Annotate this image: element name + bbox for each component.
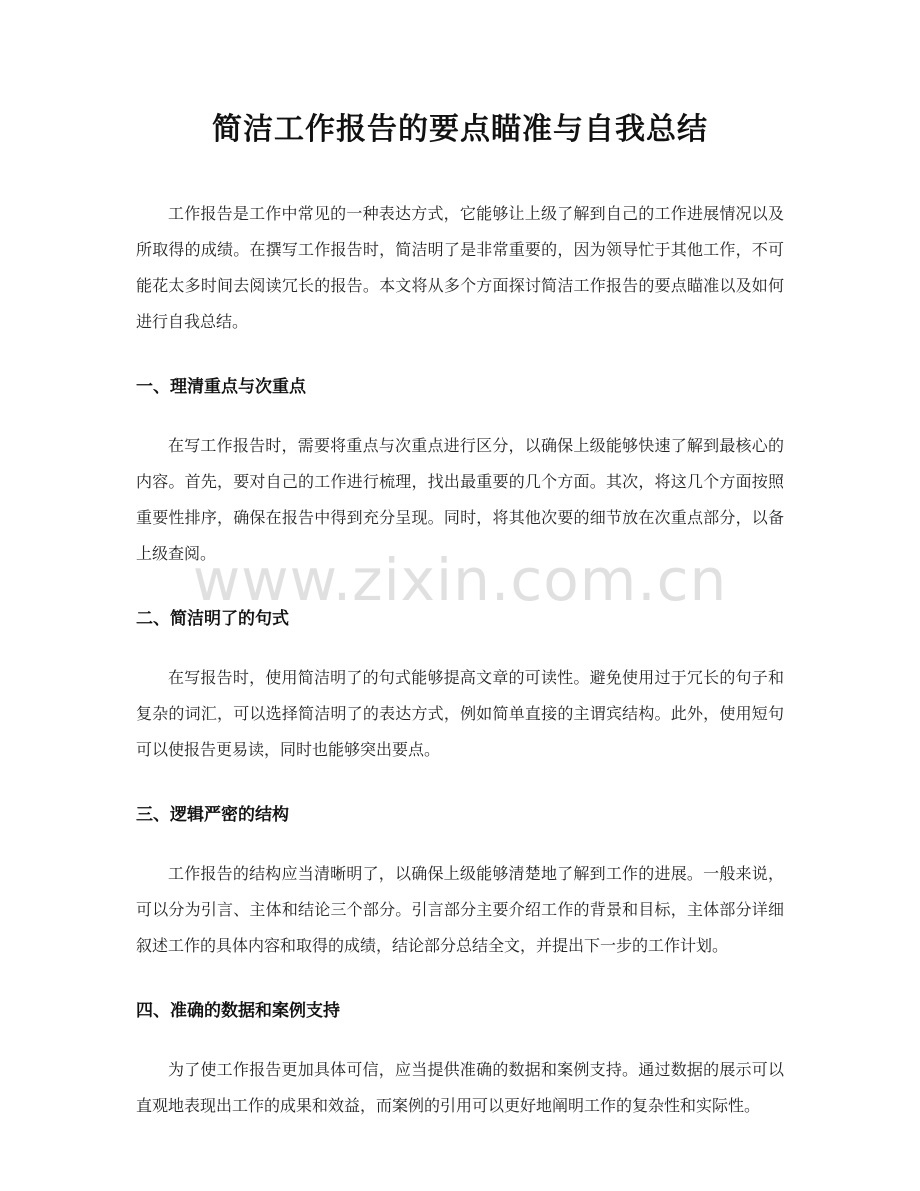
section-heading-4: 四、准确的数据和案例支持 [136,1001,340,1021]
section-body-4: 为了使工作报告更加具体可信，应当提供准确的数据和案例支持。通过数据的展示可以直观地表现出工作的成果和效益，而案例的引用可以更好地阐明工作的复杂性和实际性。 [136,1060,784,1115]
section-body-1: 在写工作报告时，需要将重点与次重点进行区分，以确保上级能够快速了解到最核心的内容。首先，要对自己的工作进行梳理，找出最重要的几个方面。其次，将这几个方面按照重要性排序，确保在报告中得到充分呈现。同时，将其他次要的细节放在次重点部分，以备上级查阅。 [136,436,784,563]
section-body-2: 在写报告时，使用简洁明了的句式能够提高文章的可读性。避免使用过于冗长的句子和复杂的词汇，可以选择简洁明了的表达方式，例如简单直接的主谓宾结构。此外，使用短句可以使报告更易读，同时也能够突出要点。 [136,668,784,759]
intro-paragraph: 工作报告是工作中常见的一种表达方式，它能够让上级了解到自己的工作进展情况以及所取得的成绩。在撰写工作报告时，简洁明了是非常重要的，因为领导忙于其他工作，不可能花太多时间去阅读冗长的报告。本文将从多个方面探讨简洁工作报告的要点瞄准以及如何进行自我总结。 [136,204,784,331]
section-body-3: 工作报告的结构应当清晰明了，以确保上级能够清楚地了解到工作的进展。一般来说，可以分为引言、主体和结论三个部分。引言部分主要介绍工作的背景和目标，主体部分详细叙述工作的具体内容和取得的成绩，结论部分总结全文，并提出下一步的工作计划。 [136,864,784,955]
section-heading-1: 一、理清重点与次重点 [136,377,306,397]
section-heading-2: 二、简洁明了的句式 [136,609,289,629]
section-heading-3: 三、逻辑严密的结构 [136,805,289,825]
watermark-text: www.zixin.com.cn [192,546,728,614]
document-title: 简洁工作报告的要点瞄准与自我总结 [212,112,708,147]
